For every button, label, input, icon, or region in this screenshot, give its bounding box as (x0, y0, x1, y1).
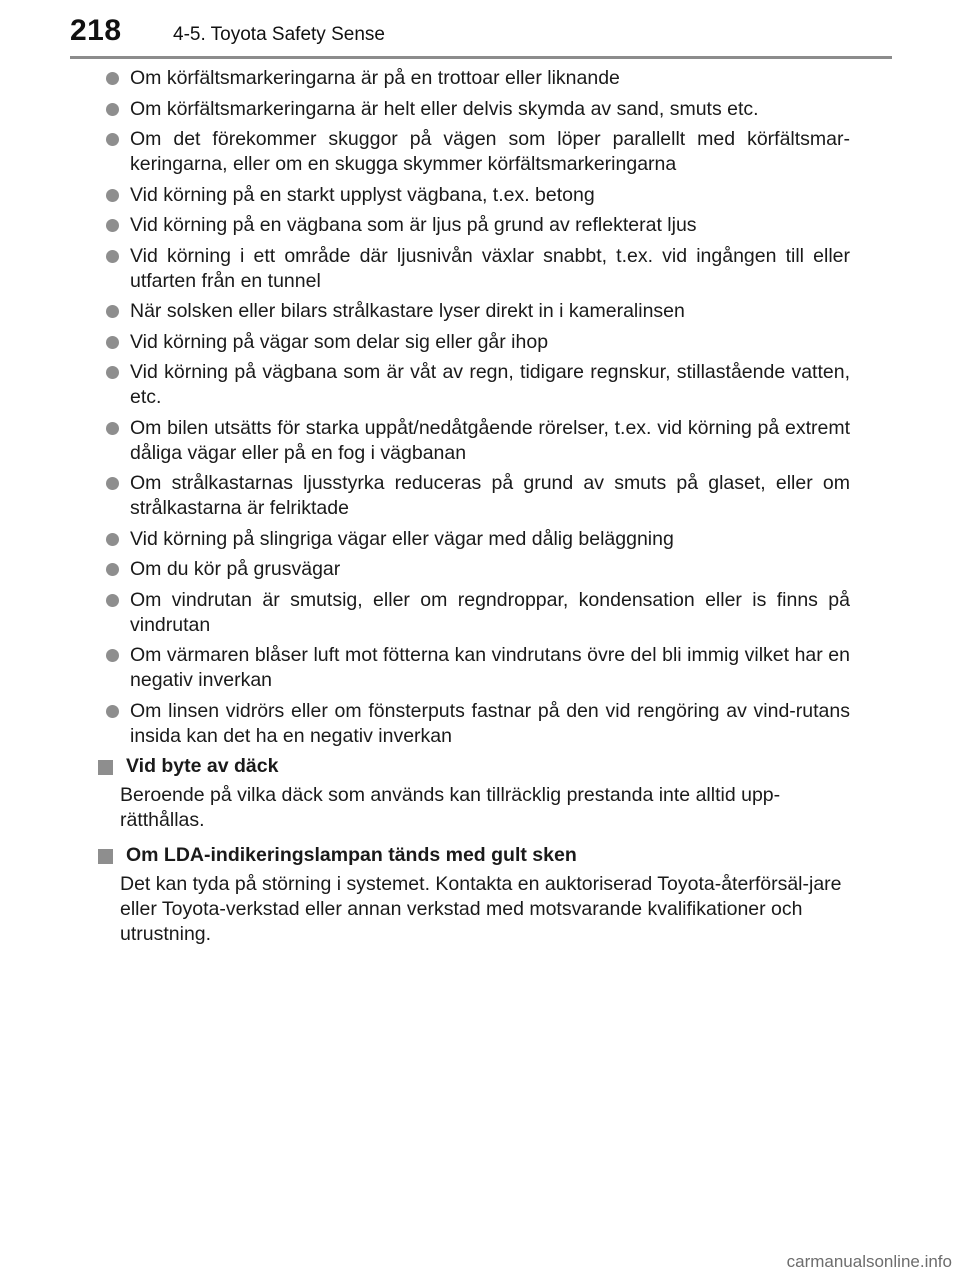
list-item (106, 557, 850, 582)
list-item-text: När solsken eller bilars strålkastare lyser direkt in i kameralinsen (130, 300, 685, 322)
list-item-text: Om värmaren blåser luft mot fötterna kan vindrutans övre del bli immig vilket har en negativ inverkan (130, 644, 850, 691)
circle-bullet-icon (106, 133, 119, 146)
circle-bullet-icon (106, 219, 119, 232)
list-item (106, 183, 850, 208)
section-heading (98, 843, 850, 868)
list-item (106, 416, 850, 466)
circle-bullet-icon (106, 305, 119, 318)
square-bullet-icon (98, 760, 113, 775)
list-item (106, 588, 850, 638)
list-item (106, 244, 850, 294)
list-item (106, 330, 850, 355)
square-bullet-icon (98, 849, 113, 864)
list-item (106, 699, 850, 749)
page-content (106, 66, 850, 957)
list-item-text: Vid körning på en vägbana som är ljus på grund av reflekterat ljus (130, 214, 697, 236)
list-item-text: Vid körning i ett område där ljusnivån växlar snabbt, t.ex. vid ingången till eller utfarten från en tunnel (130, 244, 850, 292)
list-item (106, 471, 850, 521)
list-item (106, 527, 850, 552)
circle-bullet-icon (106, 563, 119, 576)
list-item (106, 66, 850, 91)
watermark: carmanualsonline.info (786, 1252, 952, 1271)
list-item (106, 213, 850, 238)
list-item-text: Om strålkastarnas ljusstyrka reduceras på grund av smuts på glaset, eller om strålkastarna är felriktade (130, 472, 850, 519)
list-item-text: Vid körning på vägar som delar sig eller går ihop (130, 330, 549, 353)
list-item-text: Om du kör på grusvägar (130, 558, 341, 580)
condition-list (106, 66, 850, 749)
circle-bullet-icon (106, 72, 119, 85)
list-item (106, 299, 850, 324)
section-body: Beroende på vilka däck som används kan tillräcklig prestanda inte alltid upp-rätthållas. (120, 784, 781, 831)
circle-bullet-icon (106, 336, 119, 349)
list-item-text: Om vindrutan är smutsig, eller om regndroppar, kondensation eller is finns på vindrutan (130, 588, 850, 636)
circle-bullet-icon (106, 189, 119, 202)
list-item-text: Om linsen vidrörs eller om fönsterputs fastnar på den vid rengöring av vind-rutans insida kan det ha en negativ inverkan (130, 699, 850, 747)
section-body: Det kan tyda på störning i systemet. Kontakta en auktoriserad Toyota-återförsäl-jare eller Toyota-verkstad eller annan verkstad med motsvarande kvalifikationer och utrustning. (120, 873, 842, 945)
circle-bullet-icon (106, 103, 119, 116)
circle-bullet-icon (106, 422, 119, 435)
circle-bullet-icon (106, 533, 119, 546)
list-item (106, 360, 850, 410)
list-item-text: Om körfältsmarkeringarna är helt eller delvis skymda av sand, smuts etc. (130, 97, 759, 120)
section-heading-text: Vid byte av däck (126, 755, 279, 777)
section-tire-change (106, 754, 850, 833)
circle-bullet-icon (106, 649, 119, 662)
circle-bullet-icon (106, 705, 119, 718)
section-title: 4-5. Toyota Safety Sense (173, 24, 385, 45)
page-header (0, 0, 960, 60)
list-item (106, 97, 850, 122)
list-item-text: Vid körning på slingriga vägar eller vägar med dålig beläggning (130, 527, 674, 550)
list-item-text: Om körfältsmarkeringarna är på en trottoar eller liknande (130, 67, 620, 89)
circle-bullet-icon (106, 477, 119, 490)
list-item-text: Vid körning på vägbana som är våt av regn, tidigare regnskur, stillastående vatten, etc. (130, 361, 850, 408)
circle-bullet-icon (106, 366, 119, 379)
circle-bullet-icon (106, 594, 119, 607)
section-heading-text: Om LDA-indikeringslampan tänds med gult sken (126, 844, 577, 866)
section-heading (98, 754, 850, 779)
list-item-text: Vid körning på en starkt upplyst vägbana, t.ex. betong (130, 183, 595, 206)
list-item-text: Om bilen utsätts för starka uppåt/nedåtgående rörelser, t.ex. vid körning på extremt dåliga vägar eller på en fog i vägbanan (130, 416, 850, 464)
list-item-text: Om det förekommer skuggor på vägen som löper parallellt med körfältsmar-keringarna, eller om en skugga skymmer körfältsmarkeringarna (130, 128, 850, 175)
section-lda-indicator (106, 843, 850, 947)
page-number: 218 (70, 14, 122, 47)
circle-bullet-icon (106, 250, 119, 263)
header-divider (70, 56, 892, 59)
list-item (106, 643, 850, 693)
list-item (106, 127, 850, 177)
